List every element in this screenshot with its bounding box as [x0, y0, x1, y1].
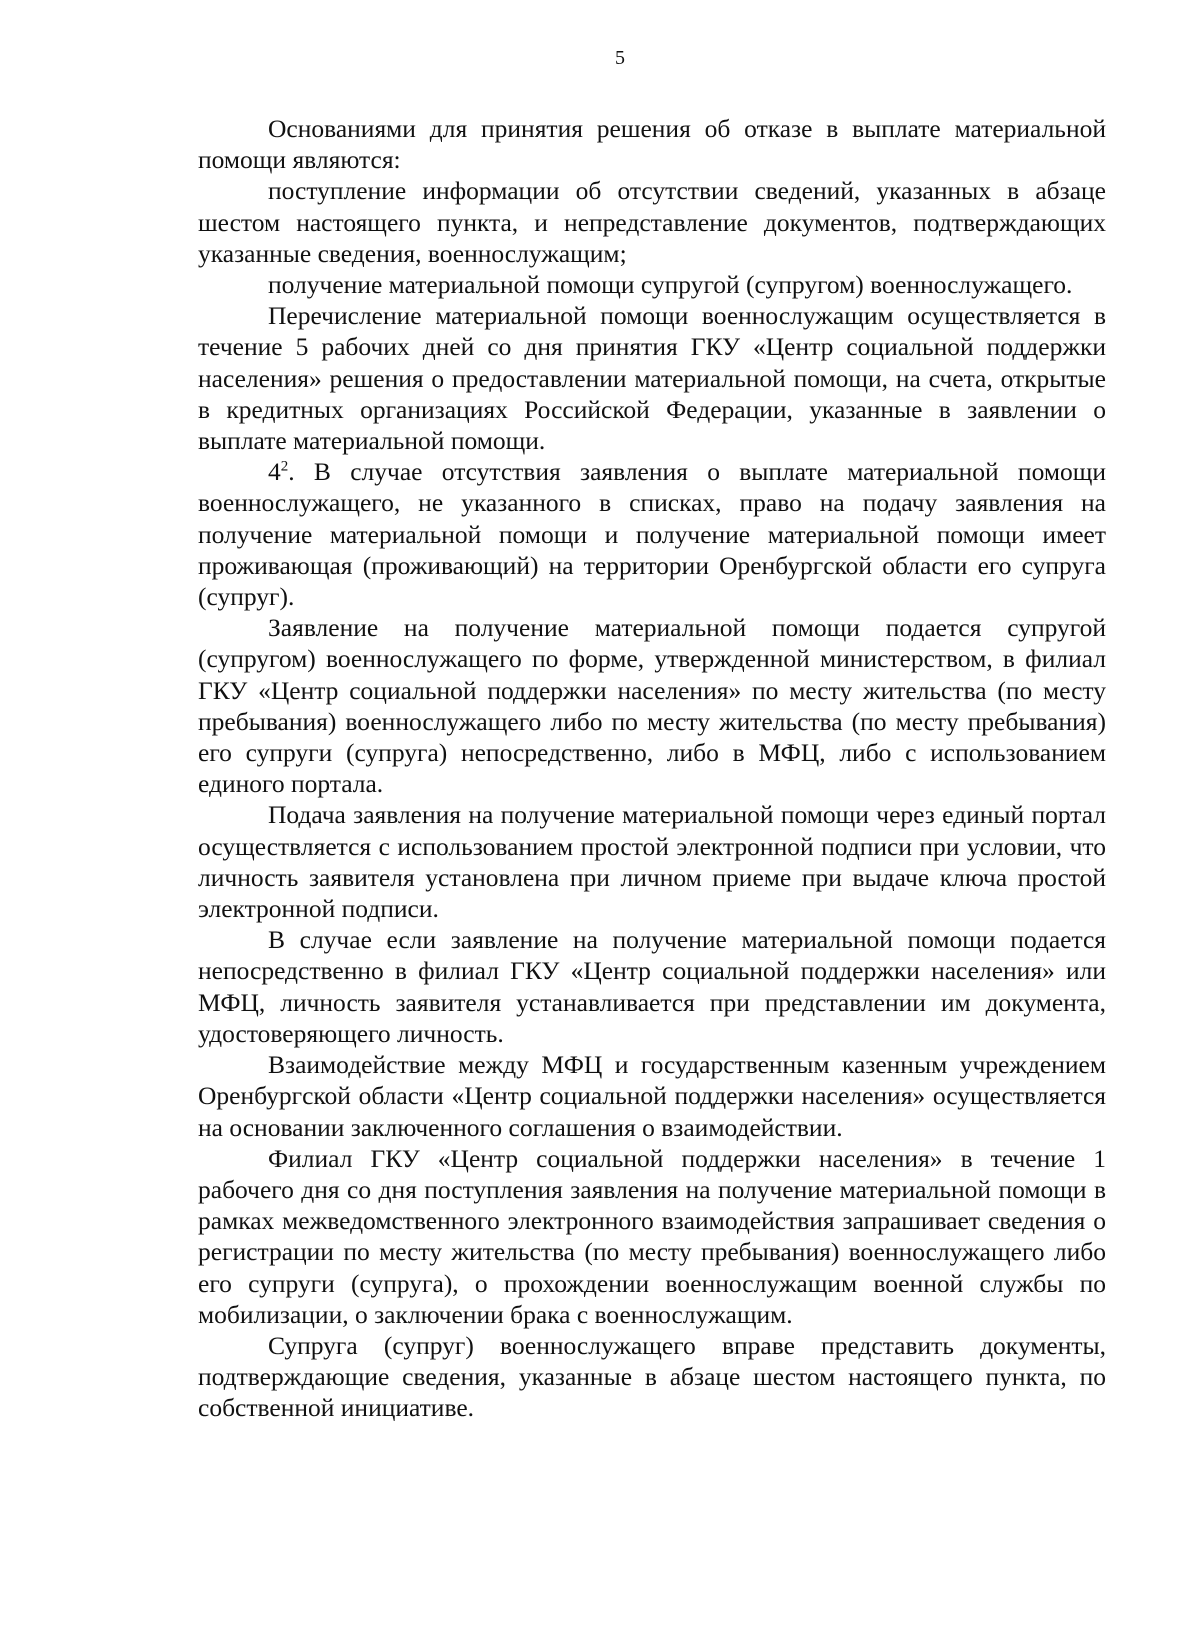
paragraph-portal-submission: Подача заявления на получение материальной помощи через единый портал осуществляется с использованием простой электронной подписи при условии, что личность заявителя установлена при личном приеме при выдаче ключа простой электронной подписи.	[198, 800, 1106, 924]
clause-number: 4	[268, 457, 281, 487]
paragraph-identity-check: В случае если заявление на получение материальной помощи подается непосредственно в филиал ГКУ «Центр социальной поддержки населения» или МФЦ, личность заявителя устанавливается при представлении им документа, удостоверяющего личность.	[198, 925, 1106, 1048]
clause-superscript: 2	[280, 458, 289, 475]
paragraph-interagency-request: Филиал ГКУ «Центр социальной поддержки населения» в течение 1 рабочего дня со дня поступления заявления на получение материальной помощи в рамках межведомственного электронного взаимодействия запрашивает сведения о регистрации по месту жительства (по месту пребывания) военнослужащего либо его супруги (супруга), о прохождении военнослужащим военной службы по мобилизации, о заключении брака с военнослужащим.	[198, 1143, 1106, 1329]
page-number: 5	[615, 47, 625, 69]
paragraph-refusal-reason-2: получение материальной помощи супругой (супругом) военнослужащего.	[268, 270, 1073, 300]
paragraph-refusal-reason-1: поступление информации об отсутствии сведений, указанных в абзаце шестом настоящего пункта, и непредставление документов, подтверждающих указанные сведения, военнослужащим;	[198, 176, 1106, 268]
paragraph-application-submission: Заявление на получение материальной помощи подается супругой (супругом) военнослужащего по форме, утвержденной министерством, в филиал ГКУ «Центр социальной поддержки населения» по месту жительства (по месту пребывания) военнослужащего либо по месту жительства (по месту пребывания) его супруги (супруга) непосредственно, либо в МФЦ, либо с использованием единого портала.	[198, 613, 1106, 799]
paragraph-4-2	[198, 456, 1106, 612]
paragraph-own-initiative: Супруга (супруг) военнослужащего вправе представить документы, подтверждающие сведения, указанные в абзаце шестом настоящего пункта, по собственной инициативе.	[198, 1330, 1106, 1423]
paragraph-interaction-agreement: Взаимодействие между МФЦ и государственным казенным учреждением Оренбургской области «Центр социальной поддержки населения» осуществляется на основании заключенного соглашения о взаимодействии.	[198, 1050, 1106, 1142]
paragraph-payment-transfer: Перечисление материальной помощи военнослужащим осуществляется в течение 5 рабочих дней со дня принятия ГКУ «Центр социальной поддержки населения» решения о предоставлении материальной помощи, на счета, открытые в кредитных организациях Российской Федерации, указанные в заявлении о выплате материальной помощи.	[198, 301, 1106, 456]
paragraph-refusal-grounds: Основаниями для принятия решения об отказе в выплате материальной помощи являются:	[198, 114, 1106, 175]
document-body	[198, 113, 1106, 1424]
clause-text: . В случае отсутствия заявления о выплате материальной помощи военнослужащего, не указанного в списках, право на подачу заявления на получение материальной помощи и получение материальной помощи имеет проживающая (проживающий) на территории Оренбургской области его супруга (супруг).	[198, 457, 1106, 612]
